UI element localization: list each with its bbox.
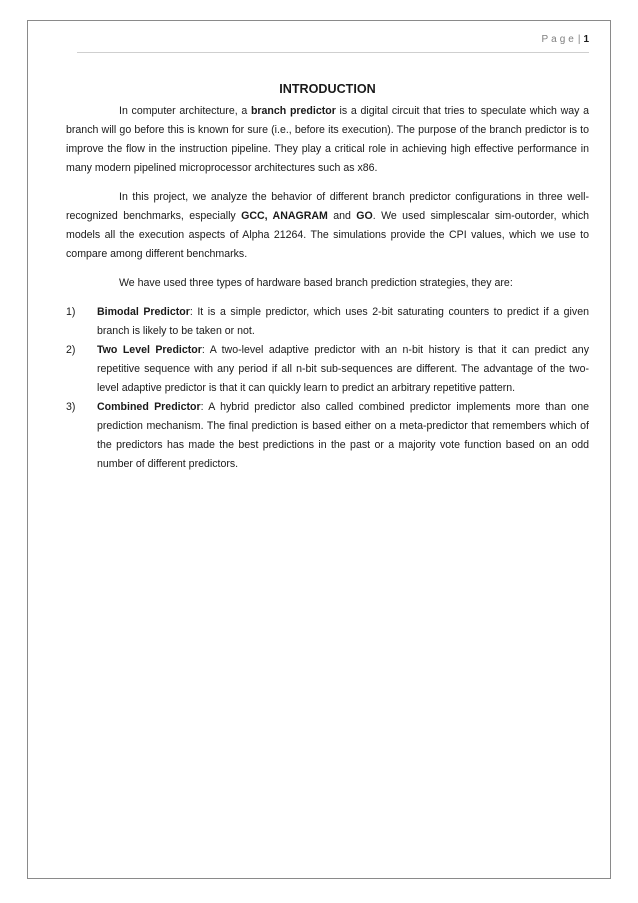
bold-term: branch predictor <box>250 105 336 117</box>
list-number: 3) <box>66 401 76 413</box>
page-separator: | <box>577 34 581 45</box>
text-run: is a digital circuit that tries to speculate which way a branch will go before this is known for sure (i.e., before its execution). The purpose of the branch predictor is to improve the flow in the instruction pipeline. They play a critical role in achieving high effective performance in many modern pipelined microprocessor architectures such as x86. <box>66 105 589 174</box>
text-run: In computer architecture, a <box>119 105 251 117</box>
text-run: In this project, we analyze the behavior of different branch predictor configurations in three well-recognized benchmarks, especially <box>66 191 589 222</box>
text-run: and <box>327 210 357 222</box>
list-item <box>66 303 589 341</box>
page-number: 1 <box>583 34 589 45</box>
list-text: : A hybrid predictor also called combined predictor implements more than one prediction mechanism. The final prediction is based either on a meta-predictor that remembers which of the predictors has made the best predictions in the past or a majority vote function based on an odd number of different predictors. <box>97 401 589 470</box>
document-body <box>66 80 589 474</box>
list-text: : It is a simple predictor, which uses 2-bit saturating counters to predict if a given branch is likely to be taken or not. <box>97 306 589 337</box>
page-header <box>77 34 589 53</box>
paragraph-project <box>66 188 589 264</box>
section-title: INTRODUCTION <box>279 82 376 96</box>
list-item <box>66 398 589 474</box>
bold-term: GO <box>356 210 373 222</box>
list-text: : A two-level adaptive predictor with an n-bit history is that it can predict any repetitive sequence with any period if all n-bit sub-sequences are different. The advantage of the two-level adaptive predictor is that it can quickly learn to predict an arbitrary repetitive pattern. <box>97 344 589 394</box>
list-term: Combined Predictor <box>97 401 201 413</box>
predictor-list <box>66 303 589 474</box>
list-number: 1) <box>66 306 76 318</box>
paragraph-strategies: We have used three types of hardware based branch prediction strategies, they are: <box>119 277 513 289</box>
bold-term: GCC, ANAGRAM <box>241 210 328 222</box>
list-item <box>66 341 589 398</box>
list-term: Two Level Predictor <box>97 344 202 356</box>
list-number: 2) <box>66 344 76 356</box>
list-term: Bimodal Predictor <box>97 306 190 318</box>
paragraph-intro <box>66 102 589 178</box>
page-label: Page <box>541 34 577 45</box>
text-run: . We used simplescalar sim-outorder, which models all the execution aspects of Alpha 21264. The simulations provide the CPI values, which we use to compare among different benchmarks. <box>66 210 590 260</box>
